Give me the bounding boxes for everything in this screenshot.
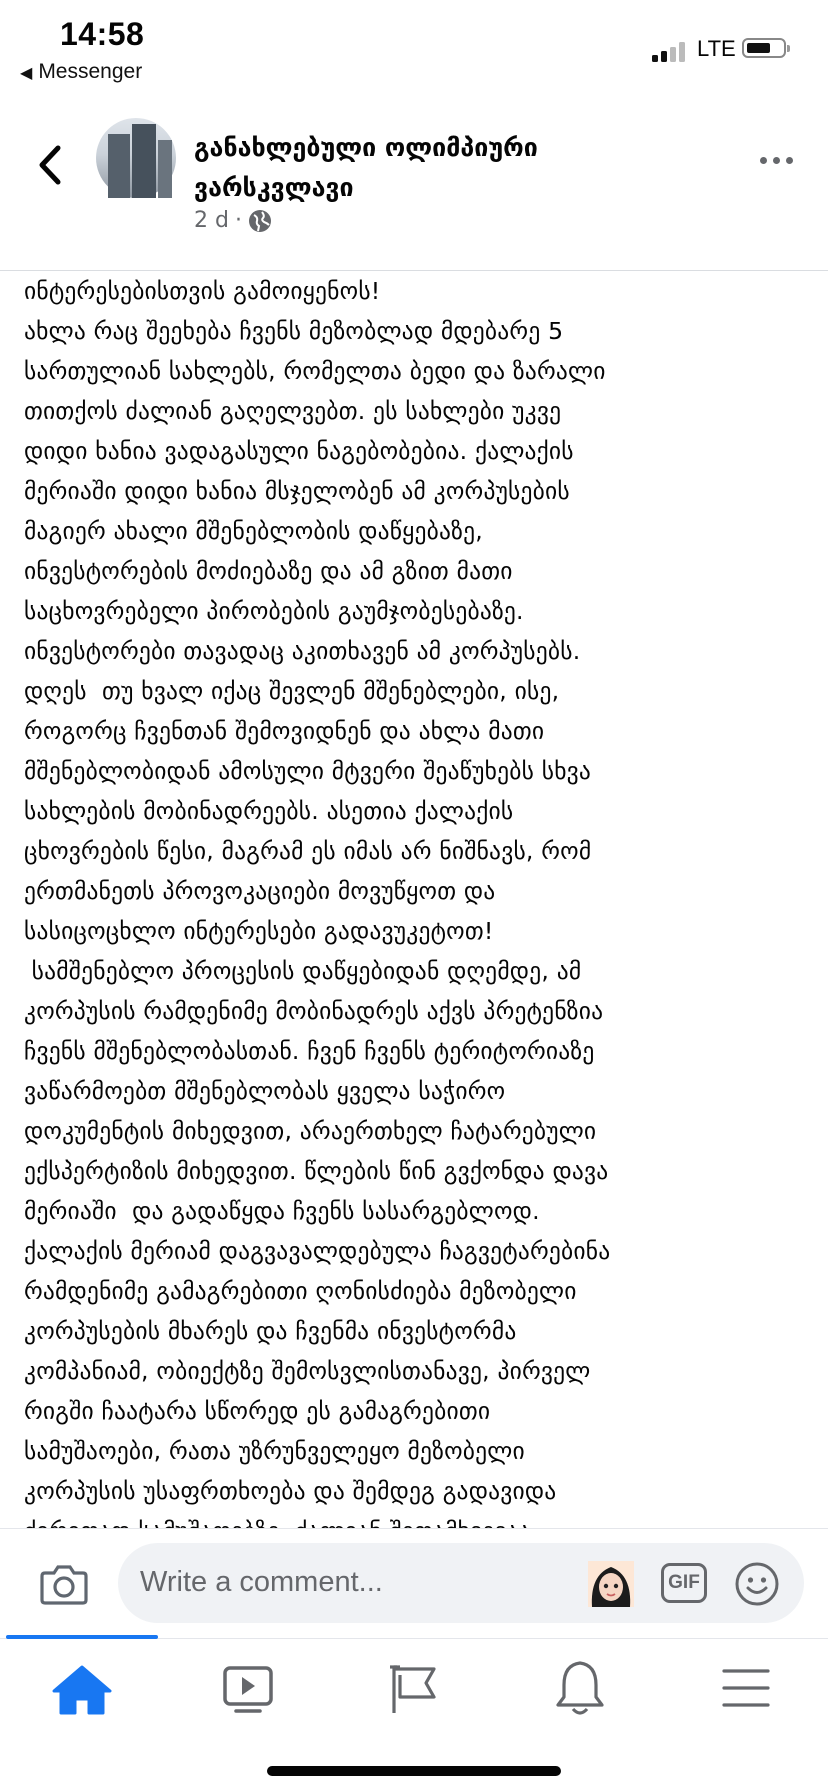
post-text-line: ექსპერტიზის მიხედვით. წლების წინ გვქონდა დავა <box>24 1157 609 1185</box>
comment-input[interactable] <box>118 1543 804 1623</box>
camera-icon[interactable] <box>40 1563 88 1605</box>
signal-icon <box>652 40 692 62</box>
flag-icon <box>364 1653 464 1723</box>
tab-notifications[interactable] <box>530 1653 630 1723</box>
clock: 14:58 <box>60 16 145 52</box>
post-text-line: კორპუსის რამდენიმე მობინადრეს აქვს პრეტენზია <box>24 997 604 1025</box>
globe-icon <box>248 209 272 233</box>
post-text-line: ერთმანეთს პროვოკაციები მოვუწყოთ და <box>24 877 496 905</box>
gif-icon[interactable]: GIF <box>661 1563 707 1603</box>
post-text-line: სახლების მობინადრეებს. ასეთია ქალაქის <box>24 797 514 825</box>
post-text-line: დღეს თუ ხვალ იქაც შევლენ მშენებლები, ისე, <box>24 677 560 705</box>
post-text-line: სართულიან სახლებს, რომელთა ბედი და ზარალი <box>24 357 606 385</box>
post-text-line: სასიცოცხლო ინტერესები გადავუკეტოთ! <box>24 917 494 945</box>
post-text-line: სამშენებლო პროცესის დაწყებიდან დღემდე, ამ <box>24 957 582 985</box>
post-text-line: ქალაქის მერიამ დაგვავალდებულა ჩაგვეტარებინა <box>24 1237 611 1265</box>
post-text-line: საცხოვრებელი პირობების გაუმჯობესებაზე. <box>24 597 524 625</box>
post-text-line: სამუშაოები, რათა უზრუნველეყო მეზობელი <box>24 1437 525 1465</box>
page-name[interactable] <box>194 128 634 208</box>
post-text-line: კორპუსების მხარეს და ჩვენმა ინვესტორმა <box>24 1317 517 1345</box>
comment-placeholder: Write a comment... <box>140 1566 383 1598</box>
status-bar <box>0 0 828 96</box>
tab-home[interactable] <box>32 1653 132 1723</box>
tab-bar <box>0 1638 828 1735</box>
tab-menu[interactable] <box>696 1653 796 1723</box>
post-text-line: მაგიერ ახალი მშენებლობის დაწყებაზე, <box>24 517 483 545</box>
avatar-sticker-icon[interactable] <box>588 1561 634 1607</box>
comment-bar <box>0 1528 828 1639</box>
post-text-line: ინვესტორების მოძიებაზე და ამ გზით მათი <box>24 557 513 585</box>
post-text <box>24 271 814 1551</box>
post-text-line: ვაწარმოებთ მშენებლობას ყველა საჭირო <box>24 1077 506 1105</box>
post-age[interactable]: 2 d <box>194 208 229 233</box>
post-text-line: როგორც ჩვენთან შემოვიდნენ და ახლა მათი <box>24 717 545 745</box>
post-text-line: დიდი ხანია ვადაგასული ნაგებობებია. ქალაქის <box>24 437 574 465</box>
battery-icon <box>742 38 786 58</box>
post-text-line: ახლა რაც შეეხება ჩვენს მეზობლად მდებარე 5 <box>24 317 564 345</box>
more-options-button[interactable] <box>760 150 800 170</box>
post-text-line: მშენებლობიდან ამოსული მტვერი შეაწუხებს სხვა <box>24 757 592 785</box>
post-text-line: ინტერესებისთვის გამოიყენოს! <box>24 277 381 305</box>
tab-watch[interactable] <box>198 1653 298 1723</box>
back-button[interactable] <box>30 140 70 190</box>
page-name-line2: ვარსკვლავი <box>194 173 354 202</box>
page-avatar[interactable] <box>96 118 176 198</box>
network-label: LTE <box>697 36 736 61</box>
post-text-line: მერიაში და გადაწყდა ჩვენს სასარგებლოდ. <box>24 1197 540 1225</box>
meta-separator: · <box>234 208 242 233</box>
post-text-line: ინვესტორები თავადაც აკითხავენ ამ კორპუსებს. <box>24 637 581 665</box>
back-to-app-link[interactable] <box>20 60 142 84</box>
post-text-line: რამდენიმე გამაგრებითი ღონისძიება მეზობელი <box>24 1277 577 1305</box>
post-text-line: ცხოვრების წესი, მაგრამ ეს იმას არ ნიშნავს, რომ <box>24 837 592 865</box>
page-name-line1: განახლებული ოლიმპიური <box>194 133 538 162</box>
post-text-line: მერიაში დიდი ხანია მსჯელობენ ამ კორპუსების <box>24 477 570 505</box>
post-header <box>0 96 828 271</box>
menu-icon <box>696 1653 796 1723</box>
back-triangle-icon: ◀ <box>20 65 33 82</box>
home-indicator <box>267 1766 561 1776</box>
chevron-left-icon <box>30 140 70 190</box>
post-meta <box>194 208 272 233</box>
post-text-line: ჩვენს მშენებლობასთან. ჩვენ ჩვენს ტერიტორიაზე <box>24 1037 595 1065</box>
post-text-line: კორპუსის უსაფრთხოება და შემდეგ გადავიდა <box>24 1477 557 1505</box>
post-text-line: კომპანიამ, ობიექტზე შემოსვლისთანავე, პირველ <box>24 1357 591 1385</box>
bell-icon <box>530 1653 630 1723</box>
tab-pages[interactable] <box>364 1653 464 1723</box>
back-app-label: Messenger <box>38 60 143 83</box>
post-text-line: დოკუმენტის მიხედვით, არაერთხელ ჩატარებული <box>24 1117 597 1145</box>
emoji-icon[interactable] <box>734 1561 780 1607</box>
video-icon <box>198 1653 298 1723</box>
active-tab-indicator <box>6 1635 158 1639</box>
post-text-line: რიგში ჩაატარა სწორედ ეს გამაგრებითი <box>24 1397 491 1425</box>
post-body <box>0 271 828 1528</box>
post-text-line: თითქოს ძალიან გაღელვებთ. ეს სახლები უკვე <box>24 397 562 425</box>
home-icon <box>32 1653 132 1723</box>
